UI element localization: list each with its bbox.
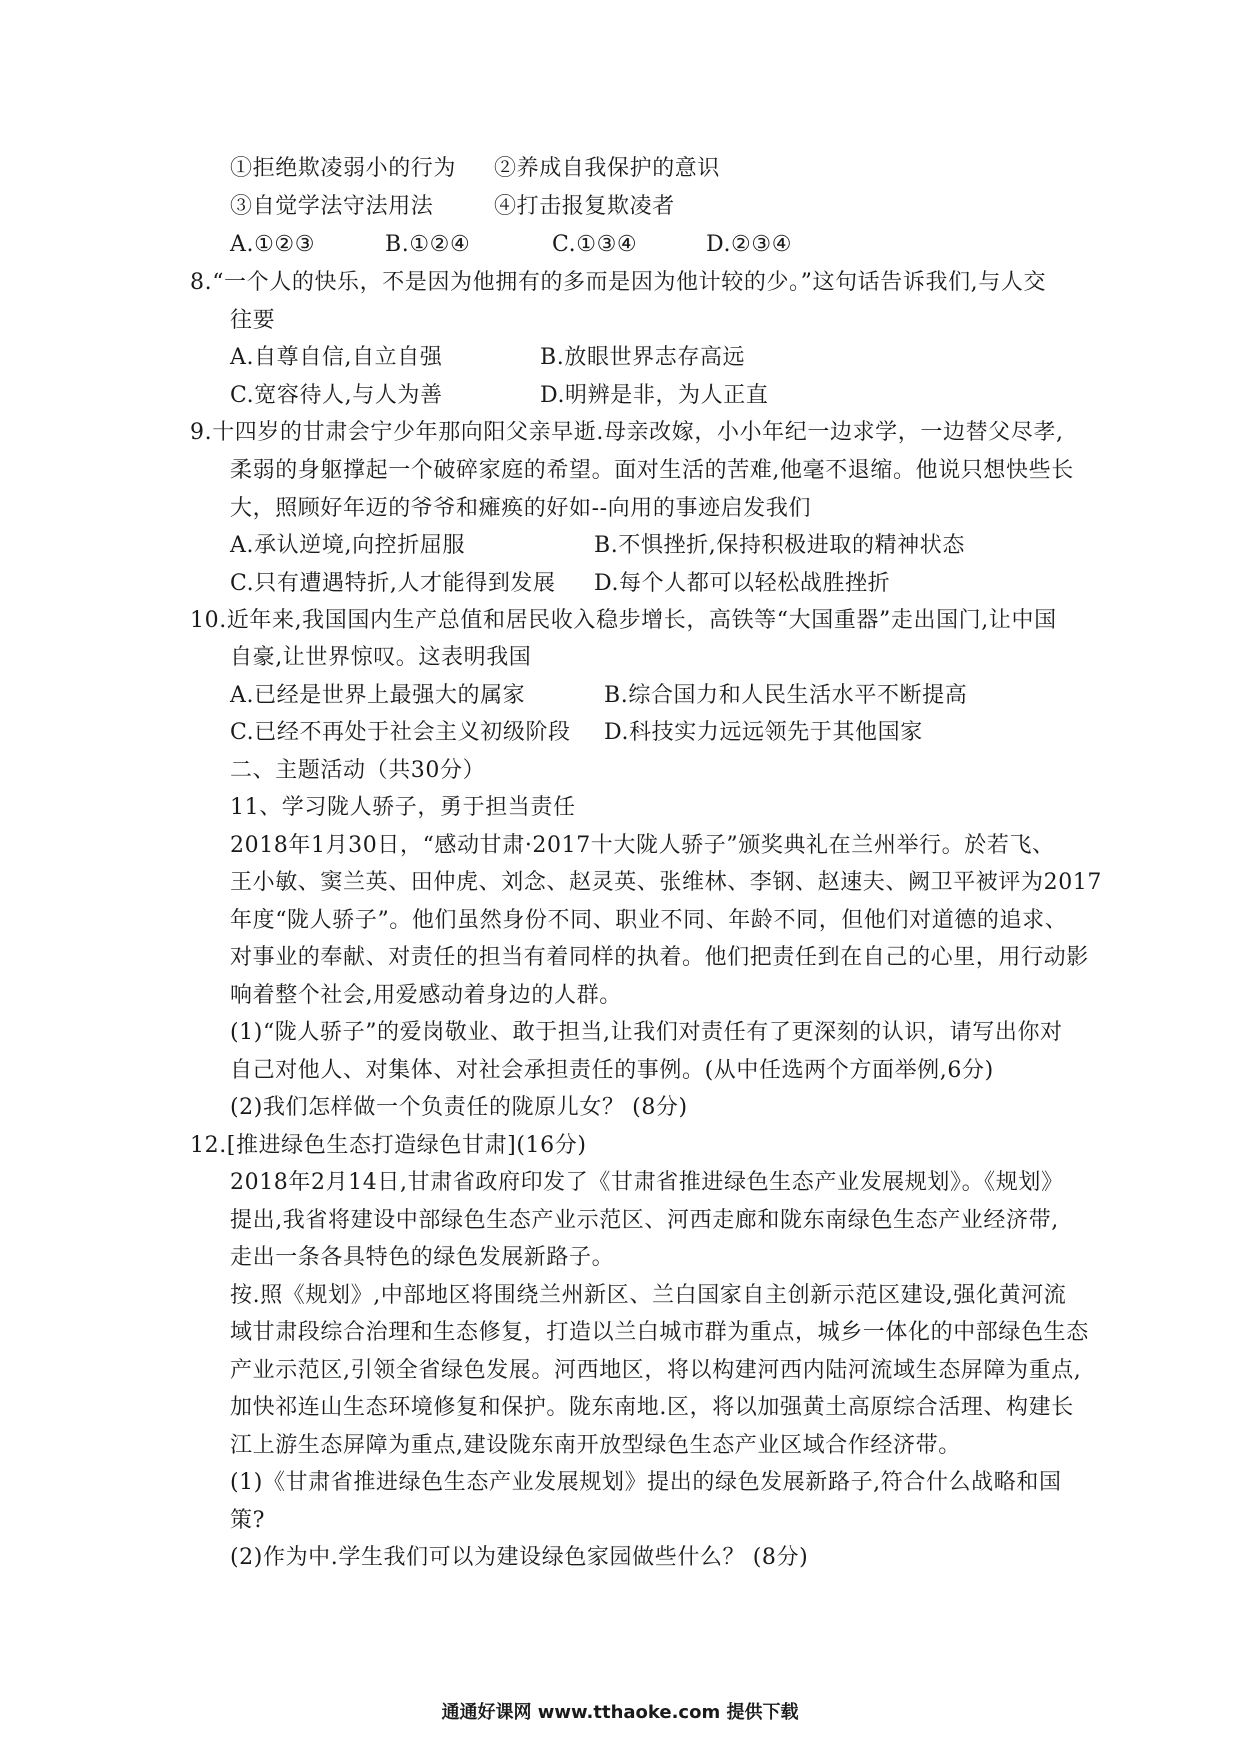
q8-choice-c: C.宽容待人,与人为善 [230, 383, 443, 408]
q12-paragraph-line-1: 2018年2月14日,甘肃省政府印发了《甘肃省推进绿色生态产业发展规划》。《规划》 [230, 1170, 1064, 1195]
q10-choice-a: A.已经是世界上最强大的属家 [230, 683, 526, 708]
q11-paragraph-line-5: 响着整个社会,用爱感动着身边的人群。 [230, 983, 622, 1008]
q11-paragraph-line-3: 年度“陇人骄子”。他们虽然身份不同、职业不同、年龄不同，但他们对道德的追求、 [230, 908, 1068, 933]
section-2-heading: 二、主题活动（共30分） [230, 758, 486, 783]
q11-subquestion-1-line-2: 自己对他人、对集体、对社会承担责任的事例。(从中任选两个方面举例,6分) [230, 1058, 994, 1083]
q10-stem-line-1: 10.近年来,我国国内生产总值和居民收入稳步增长，高铁等“大国重器”走出国门,让中国 [190, 608, 1057, 633]
q7-statement-2: ②养成自我保护的意识 [494, 156, 721, 181]
q12-subquestion-1-line-2: 策? [230, 1508, 265, 1533]
q7-statement-1: ①拒绝欺凌弱小的行为 [230, 156, 457, 181]
q7-choice-d: D.②③④ [706, 232, 793, 257]
q7-statement-3: ③自觉学法守法用法 [230, 194, 434, 219]
q12-title: 12.[推进绿色生态打造绿色甘肃](16分) [190, 1133, 587, 1158]
q12-paragraph-line-3: 走出一条各具特色的绿色发展新路子。 [230, 1245, 615, 1270]
q10-choice-d: D.科技实力远远领先于其他国家 [604, 720, 923, 745]
q11-subquestion-1-line-1: (1)“陇人骄子”的爱岗敬业、敢于担当,让我们对责任有了更深刻的认识，请写出你对 [230, 1020, 1063, 1045]
q9-stem-line-1: 9.十四岁的甘肃会宁少年那向阳父亲早逝.母亲改嫁，小小年纪一边求学，一边替父尽孝, [190, 420, 1064, 445]
q12-paragraph-line-7: 加快祁连山生态环境修复和保护。陇东南地.区，将以加强黄土高原综合活理、构建长 [230, 1395, 1074, 1420]
q8-choice-a: A.自尊自信,自立自强 [230, 345, 443, 370]
q7-choice-c: C.①③④ [552, 232, 638, 257]
q12-subquestion-1-line-1: (1)《甘肃省推进绿色生态产业发展规划》提出的绿色发展新路子,符合什么战略和国 [230, 1470, 1062, 1495]
q12-paragraph-line-2: 提出,我省将建设中部绿色生态产业示范区、河西走廊和陇东南绿色生态产业经济带, [230, 1208, 1059, 1233]
q9-choice-a: A.承认逆境,向控折屈服 [230, 533, 466, 558]
q12-paragraph-line-8: 江上游生态屏障为重点,建设陇东南开放型绿色生态产业区域合作经济带。 [230, 1433, 961, 1458]
q8-choice-b: B.放眼世界志存高远 [540, 345, 746, 370]
q7-statement-4: ④打击报复欺凌者 [494, 194, 675, 219]
footer-download-notice: 通通好课网 www.tthaoke.com 提供下载 [441, 1702, 799, 1723]
q9-stem-line-2: 柔弱的身躯撑起一个破碎家庭的希望。面对生活的苦难,他毫不退缩。他说只想快些长 [230, 458, 1074, 483]
q7-choice-a: A.①②③ [230, 232, 316, 257]
q12-subquestion-2: (2)作为中.学生我们可以为建设绿色家园做些什么？ (8分) [230, 1545, 809, 1570]
q11-paragraph-line-4: 对事业的奉献、对责任的担当有着同样的执着。他们把责任到在自己的心里，用行动影 [230, 945, 1089, 970]
q12-paragraph-line-4: 按.照《规划》,中部地区将围绕兰州新区、兰白国家自主创新示范区建设,强化黄河流 [230, 1283, 1067, 1308]
q11-paragraph-line-2: 王小敏、窦兰英、田仲虎、刘念、赵灵英、张维林、李钢、赵速夫、阙卫平被评为2017 [230, 870, 1102, 895]
q11-subquestion-2: (2)我们怎样做一个负责任的陇原儿女？ (8分) [230, 1095, 688, 1120]
q10-choice-c: C.已经不再处于社会主义初级阶段 [230, 720, 571, 745]
q10-choice-b: B.综合国力和人民生活水平不断提高 [604, 683, 968, 708]
q10-stem-line-2: 自豪,让世界惊叹。这表明我国 [230, 645, 532, 670]
q9-choice-c: C.只有遭遇特折,人才能得到发展 [230, 571, 556, 596]
q11-title: 11、学习陇人骄子，勇于担当责任 [230, 795, 576, 820]
q9-choice-b: B.不惧挫折,保持积极进取的精神状态 [594, 533, 965, 558]
q9-choice-d: D.每个人都可以轻松战胜挫折 [594, 571, 891, 596]
q8-stem-line-2: 往要 [230, 308, 276, 333]
q7-choice-b: B.①②④ [385, 232, 471, 257]
q9-stem-line-3: 大，照顾好年迈的爷爷和瘫痪的好如--向用的事迹启发我们 [230, 496, 812, 521]
q12-paragraph-line-5: 域甘肃段综合治理和生态修复，打造以兰白城市群为重点，城乡一体化的中部绿色生态 [230, 1320, 1089, 1345]
q11-paragraph-line-1: 2018年1月30日，“感动甘肃·2017十大陇人骄子”颁奖典礼在兰州举行。於若飞、 [230, 833, 1055, 858]
q8-choice-d: D.明辨是非，为人正直 [540, 383, 769, 408]
q8-stem-line-1: 8.“一个人的快乐，不是因为他拥有的多而是因为他计较的少。”这句话告诉我们,与人交 [190, 270, 1047, 295]
q12-paragraph-line-6: 产业示范区,引领全省绿色发展。河西地区，将以构建河西内陆河流域生态屏障为重点, [230, 1358, 1082, 1383]
